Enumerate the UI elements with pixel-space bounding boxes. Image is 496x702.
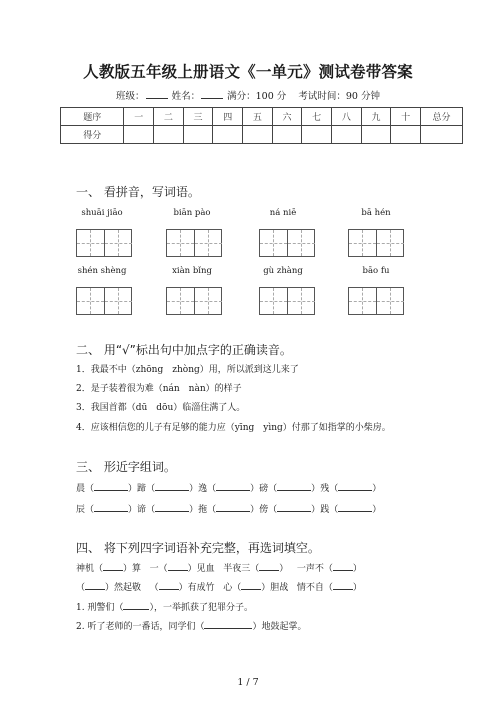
idiom-part: 半夜三（ [223,564,260,574]
pinyin-label: gù zhàng [263,266,303,276]
answer-blank[interactable] [168,561,188,571]
fill-question [76,619,306,632]
question-line: 2．是子装着很为难（nán nàn）的样子 [76,384,242,394]
header-cell: 五 [243,108,273,126]
writing-grid[interactable] [348,287,404,315]
score-cell[interactable] [420,126,462,144]
idiom-part: ）胆战 [261,583,289,593]
question-text: ），一举抓获了犯罪分子。 [149,603,253,613]
pinyin-label: xiàn bǐng [172,266,212,276]
question-line: 4．应该相信您的儿子有足够的能力应（yīng yìng）付那了如指掌的小柴房。 [76,423,391,433]
idiom-part: ）见血 [187,564,215,574]
idiom-part: ）算 [123,564,142,574]
score-cell[interactable] [154,126,184,144]
pinyin-label: shén shèng [77,266,127,276]
idiom-part: ） [352,564,362,574]
char: 拖 [198,505,208,515]
char: 辰 [76,505,86,515]
score-cell[interactable] [272,126,302,144]
answer-blank[interactable] [155,481,189,491]
question-line: 1．我最不中（zhōng zhòng）用，所以派到这儿来了 [76,365,299,375]
word-group-row: 晨（ ）蹄（ ）逸（ ）磅（ ）残（ ） [76,481,381,494]
score-cell[interactable] [361,126,391,144]
page-number: 1 / 7 [237,677,259,688]
answer-blank[interactable] [216,502,250,512]
idiom-part: 一（ [149,564,168,574]
header-cell: 一 [124,108,154,126]
idiom-part: ）有成竹 [178,583,215,593]
class-label: 班级： [116,91,145,102]
idiom-part: ）然起敬 [105,583,142,593]
header-cell: 九 [361,108,391,126]
answer-blank[interactable] [216,481,250,491]
char: 谛 [137,505,147,515]
score-cell[interactable] [302,126,332,144]
answer-blank[interactable] [277,502,311,512]
idiom-part: ） [279,564,289,574]
idiom-row [76,561,362,574]
document-title: 人教版五年级上册语文《一单元》测试卷带答案 [83,63,413,81]
answer-blank[interactable] [338,502,372,512]
answer-blank[interactable] [204,619,252,629]
writing-grid[interactable] [76,287,132,315]
question-text: 1. 刑警们（ [76,603,124,613]
char: 晨 [76,484,86,494]
header-cell: 二 [154,108,184,126]
answer-blank[interactable] [103,561,123,571]
exam-time: 考试时间：90 分钟 [298,91,380,102]
question-line: 3．我国首都（dū dōu）临淄住满了人。 [76,403,246,413]
writing-grid[interactable] [259,229,315,257]
pinyin-label: ná niē [269,208,297,218]
word-group-row: 辰（ ）谛（ ）拖（ ）傍（ ）践（ ） [76,502,381,515]
char: 磅 [259,484,269,494]
score-cell[interactable] [213,126,243,144]
char: 践 [320,505,330,515]
question-text: ）地鼓起掌。 [252,622,307,632]
full-score: 满分：100 分 [227,91,287,102]
header-cell: 十 [391,108,421,126]
score-cell[interactable] [391,126,421,144]
writing-grid[interactable] [166,287,222,315]
score-cell[interactable] [183,126,213,144]
header-cell: 题序 [61,108,124,126]
header-cell: 三 [183,108,213,126]
pinyin-label: shuāi jiāo [81,208,123,218]
score-cell[interactable] [332,126,362,144]
answer-blank[interactable] [123,600,149,610]
score-table [60,107,463,144]
idiom-part: 神机（ [76,564,104,574]
idiom-part: ） [352,583,362,593]
section-4-heading: 四、 将下列四字词语补充完整，再选词填空。 [76,541,320,555]
writing-grid[interactable] [259,287,315,315]
pinyin-label: bā hén [361,208,391,218]
idiom-part: 情不自（ [296,583,333,593]
header-cell: 六 [272,108,302,126]
question-text: 2. 听了老师的一番话，同学们（ [76,622,205,632]
answer-blank[interactable] [241,580,261,590]
pinyin-label: biān pào [173,208,211,218]
writing-grid[interactable] [166,229,222,257]
char: 残 [320,484,330,494]
char: 逸 [198,484,208,494]
answer-blank[interactable] [85,580,105,590]
writing-grid[interactable] [76,229,132,257]
answer-blank[interactable] [333,561,353,571]
answer-blank[interactable] [259,561,279,571]
idiom-part: （ [76,583,86,593]
section-1-heading: 一、 看拼音，写词语。 [76,185,200,199]
char: 傍 [259,505,269,515]
writing-grid[interactable] [348,229,404,257]
student-info-line [0,88,496,102]
fill-question [76,600,253,613]
idiom-part: 心（ [223,583,242,593]
answer-blank[interactable] [338,481,372,491]
header-cell: 总分 [420,108,462,126]
score-value-row [61,126,463,144]
section-3-heading: 三、 形近字组词。 [76,460,176,474]
score-header-row [61,108,463,126]
header-cell: 四 [213,108,243,126]
answer-blank[interactable] [94,481,128,491]
name-blank [201,89,223,99]
row-label: 得分 [61,126,124,144]
answer-blank[interactable] [333,580,353,590]
section-2-heading: 二、 用“√”标出句中加点字的正确读音。 [76,343,292,357]
pinyin-label: bāo fu [362,266,390,276]
header-cell: 八 [332,108,362,126]
answer-blank[interactable] [277,481,311,491]
idiom-part: （ [149,583,159,593]
score-cell[interactable] [243,126,273,144]
answer-blank[interactable] [155,502,189,512]
score-cell[interactable] [124,126,154,144]
answer-blank[interactable] [159,580,179,590]
answer-blank[interactable] [94,502,128,512]
idiom-part: 一声不（ [296,564,333,574]
header-cell: 七 [302,108,332,126]
idiom-row [76,580,362,593]
name-label: 姓名： [171,91,201,102]
class-blank [146,89,168,99]
char: 蹄 [137,484,147,494]
